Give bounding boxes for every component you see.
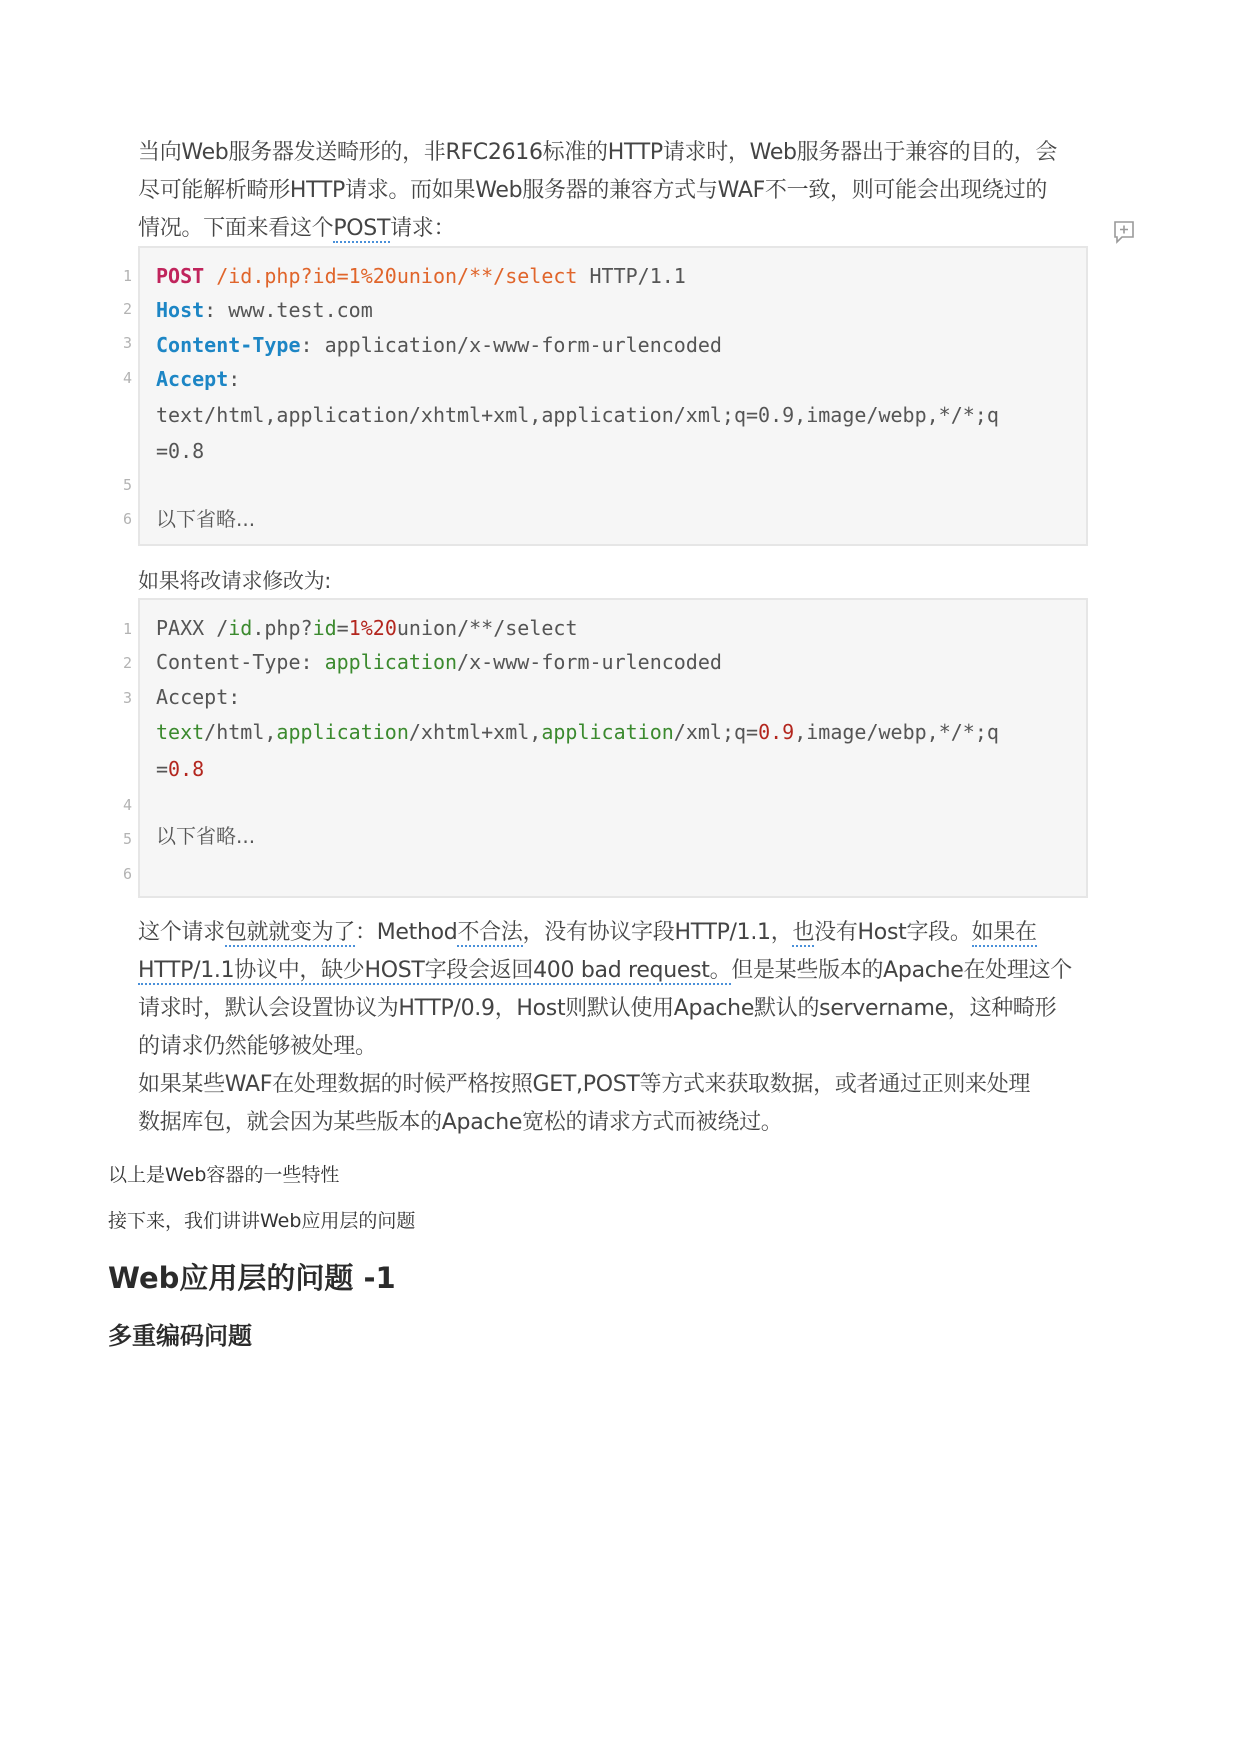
code-line-3 <box>156 331 722 359</box>
code-token: application <box>324 650 458 674</box>
intro-line-3 <box>138 210 1088 248</box>
code-line-5: 以下省略... <box>156 824 256 848</box>
line-number: 2 <box>122 300 132 318</box>
code-token: = <box>336 616 349 640</box>
code-line-4 <box>156 365 240 393</box>
code-token: /xhtml+xml, <box>408 720 542 744</box>
text: ，没有协议字段HTTP/1.1， <box>522 920 793 945</box>
line-number: 6 <box>122 510 132 528</box>
line-number: 5 <box>122 830 132 848</box>
explanation-line-3: 请求时，默认会设置协议为HTTP/0.9，Host则默认使用Apache默认的servername，这种畸形 <box>138 996 1057 1021</box>
flagged-text: 不合法 <box>457 920 523 945</box>
line-number: 3 <box>122 689 132 707</box>
code-line-3-wrap-2 <box>156 755 204 783</box>
intro-text-end: 请求： <box>390 216 456 241</box>
http-version: HTTP/1.1 <box>577 264 686 288</box>
header-key: Accept <box>156 367 229 391</box>
line-number: 5 <box>122 476 132 494</box>
explanation-line-2 <box>138 952 1088 990</box>
intro-paragraph <box>138 134 1088 248</box>
line-number: 6 <box>122 865 132 883</box>
code-token: PAXX / <box>156 616 229 640</box>
text: 但是某些版本的Apache在处理这个 <box>731 958 1072 983</box>
code-token: 0.8 <box>168 757 205 781</box>
header-key: Content-Type <box>156 333 301 357</box>
code-line-1 <box>156 262 686 290</box>
section-heading: Web应用层的问题 -1 <box>108 1261 396 1295</box>
mid-paragraph: 如果将改请求修改为: <box>138 569 332 593</box>
text: 没有Host字段。 <box>814 920 972 945</box>
post-term: POST <box>333 216 391 241</box>
code-token: 1%20 <box>348 616 397 640</box>
code-token: application <box>276 720 409 744</box>
flagged-text: 如果在 <box>971 920 1037 945</box>
line-number: 4 <box>122 369 132 387</box>
code-token: .php? <box>252 616 313 640</box>
intro-text: 情况。下面来看这个 <box>138 216 334 241</box>
code-token: /html, <box>204 720 277 744</box>
code-token: = <box>156 757 169 781</box>
intro-line-2: 尽可能解析畸形HTTP请求。而如果Web服务器的兼容方式与WAF不一致，则可能会出现绕过的 <box>138 178 1048 203</box>
code-line-2 <box>156 296 373 324</box>
code-token: /x-www-form-urlencoded <box>457 650 722 674</box>
code-block-modified-request <box>138 598 1088 898</box>
header-key: Host <box>156 298 205 322</box>
explanation-line-6: 数据库包，就会因为某些版本的Apache宽松的请求方式而被绕过。 <box>138 1110 783 1135</box>
http-method: POST <box>156 264 205 288</box>
code-line-3-wrap-1 <box>156 718 999 746</box>
add-comment-icon[interactable] <box>1112 220 1136 244</box>
code-token: application <box>541 720 674 744</box>
code-line-6: 以下省略... <box>156 507 256 531</box>
explanation-paragraph <box>138 914 1088 1142</box>
intro-line-1: 当向Web服务器发送畸形的，非RFC2616标准的HTTP请求时，Web服务器出于兼容的目的，会 <box>138 140 1058 165</box>
line-number: 1 <box>122 620 132 638</box>
flagged-text: 也 <box>792 920 815 945</box>
code-token: 0.9 <box>758 720 795 744</box>
code-line-4-wrap-1: text/html,application/xhtml+xml,application/xml;q=0.9,image/webp,*/*;q <box>156 403 999 427</box>
code-line-2 <box>156 648 722 676</box>
code-token: text <box>156 720 205 744</box>
explanation-line-1 <box>138 914 1088 952</box>
header-value: : www.test.com <box>204 298 373 322</box>
line-number: 3 <box>122 334 132 352</box>
line-number: 4 <box>122 796 132 814</box>
request-path: /id.php?id=1%20union/**/select <box>204 264 578 288</box>
code-line-3: Accept: <box>156 685 241 709</box>
code-token: id <box>312 616 337 640</box>
line-number: 1 <box>122 267 132 285</box>
explanation-line-5: 如果某些WAF在处理数据的时候严格按照GET,POST等方式来获取数据，或者通过正则来处理 <box>138 1072 1031 1097</box>
text: 这个请求 <box>138 920 225 945</box>
code-line-1 <box>156 614 578 642</box>
code-token: /xml;q= <box>673 720 759 744</box>
flagged-text: 包就就变为了 <box>224 920 356 945</box>
text: ：Method <box>355 920 458 945</box>
code-token: ,image/webp,*/*;q <box>794 720 999 744</box>
code-line-4-wrap-2: =0.8 <box>156 439 205 463</box>
code-block-post-request <box>138 246 1088 546</box>
header-colon: : <box>228 367 241 391</box>
line-number: 2 <box>122 654 132 672</box>
summary-line-1: 以上是Web容器的一些特性 <box>108 1164 340 1186</box>
header-value: : application/x-www-form-urlencoded <box>300 333 722 357</box>
code-token: id <box>228 616 253 640</box>
subsection-heading: 多重编码问题 <box>108 1322 252 1350</box>
summary-line-2: 接下来，我们讲讲Web应用层的问题 <box>108 1210 416 1232</box>
code-token: union/**/select <box>396 616 578 640</box>
flagged-text: HTTP/1.1协议中，缺少HOST字段会返回400 bad request。 <box>138 958 732 983</box>
code-token: Content-Type: <box>156 650 325 674</box>
explanation-line-4: 的请求仍然能够被处理。 <box>138 1034 377 1059</box>
